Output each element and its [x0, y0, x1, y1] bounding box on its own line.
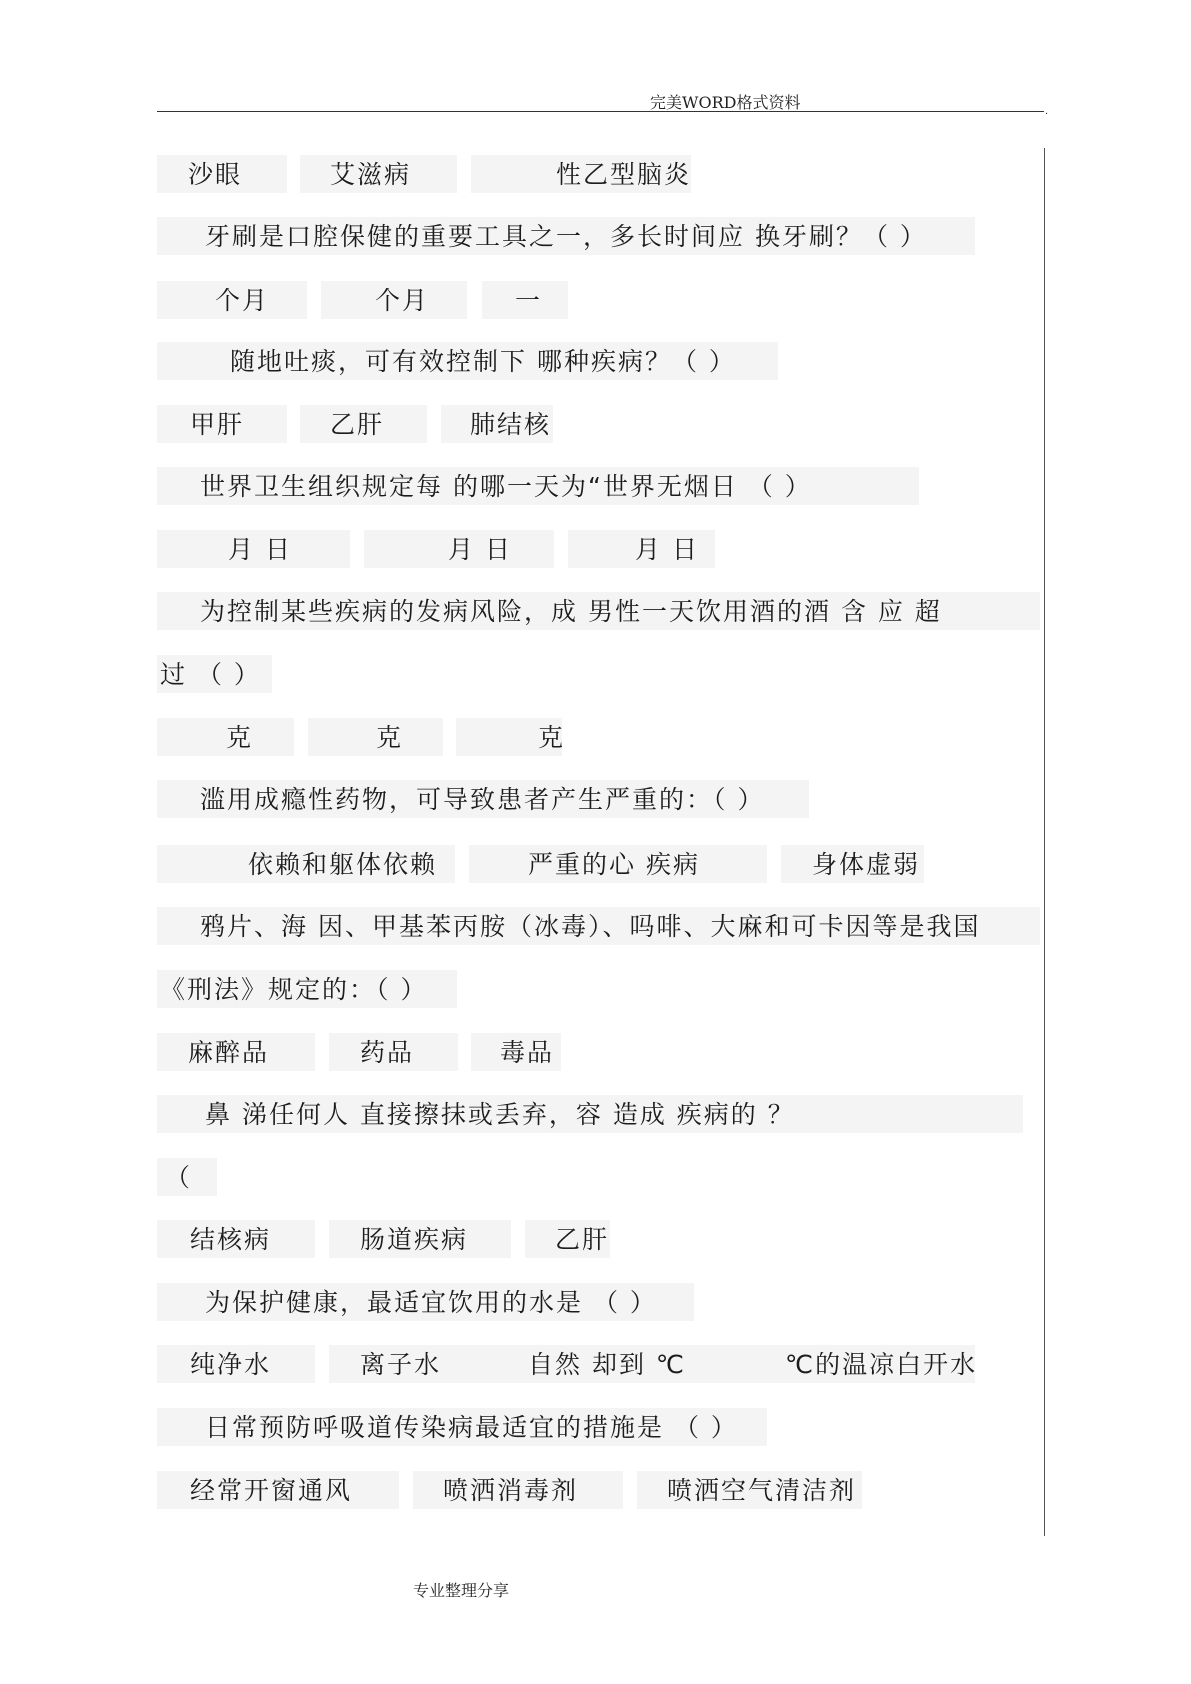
answer-option: 自然 却到 ℃: [528, 1350, 686, 1379]
answer-option: 性乙型脑炎: [556, 160, 692, 189]
answer-option: 月 日: [448, 535, 512, 564]
header-mark: .: [1045, 106, 1049, 117]
question-text: 牙刷是口腔保健的重要工具之一，多长时间应 换牙刷？（ ）: [205, 222, 927, 251]
answer-option: 艾滋病: [330, 160, 412, 189]
answer-option: 离子水: [360, 1350, 442, 1379]
page-footer: 专业整理分享: [413, 1581, 510, 1600]
answer-option: 药品: [360, 1038, 415, 1067]
answer-option: 经常开窗通风: [190, 1476, 353, 1505]
answer-option: 个月: [375, 286, 430, 315]
answer-option: 身体虚弱: [812, 850, 921, 879]
question-text: 随地吐痰，可有效控制下 哪种疾病？（ ）: [230, 347, 736, 376]
question-text: 为保护健康，最适宜饮用的水是 （ ）: [205, 1288, 657, 1317]
answer-option: 月 日: [635, 535, 699, 564]
answer-option: 个月: [215, 286, 270, 315]
question-text: 为控制某些疾病的发病风险，成 男性一天饮用酒的酒 含 应 超: [200, 597, 942, 626]
answer-option: 克: [376, 723, 404, 752]
answer-option: 克: [538, 723, 566, 752]
page-header: [0, 84, 1191, 117]
question-text: 过 （ ）: [160, 660, 261, 689]
answer-option: 甲肝: [190, 410, 245, 439]
answer-option: 喷洒空气清洁剂: [667, 1476, 857, 1505]
answer-option: 纯净水: [190, 1350, 272, 1379]
answer-option: 月 日: [228, 535, 292, 564]
question-text: 世界卫生组织规定每 的哪一天为“世界无烟日 （ ）: [200, 472, 812, 501]
question-text: 鼻 涕任何人 直接擦抹或丢弃，容 造成 疾病的 ？: [205, 1100, 795, 1129]
answer-option: 乙肝: [330, 410, 385, 439]
header-rule: [157, 111, 1044, 112]
answer-option: 结核病: [190, 1225, 272, 1254]
answer-option: 克: [226, 723, 254, 752]
question-text: 滥用成瘾性药物，可导致患者产生严重的：（ ）: [200, 785, 765, 814]
answer-option: 依赖和躯体依赖: [248, 850, 438, 879]
answer-option: 乙肝: [555, 1225, 610, 1254]
answer-option: 毒品: [500, 1038, 555, 1067]
question-text: （: [165, 1163, 193, 1192]
header-title: 完美WORD格式资料: [650, 93, 801, 112]
answer-option: 沙眼: [188, 160, 243, 189]
answer-option: ℃的温凉白开水: [785, 1350, 978, 1379]
question-text: 鸦片、海 因、甲基苯丙胺（冰毒）、吗啡、大麻和可卡因等是我国: [200, 912, 981, 941]
content-right-rule: [1044, 148, 1045, 1536]
answer-option: 麻醉品: [188, 1038, 270, 1067]
answer-option: 严重的心 疾病: [528, 850, 700, 879]
question-text: 《刑法》规定的：（ ）: [160, 975, 428, 1004]
answer-option: 肠道疾病: [360, 1225, 469, 1254]
answer-option: 一: [515, 286, 543, 315]
answer-option: 肺结核: [470, 410, 552, 439]
question-text: 日常预防呼吸道传染病最适宜的措施是 （ ）: [205, 1413, 738, 1442]
answer-option: 喷洒消毒剂: [443, 1476, 579, 1505]
